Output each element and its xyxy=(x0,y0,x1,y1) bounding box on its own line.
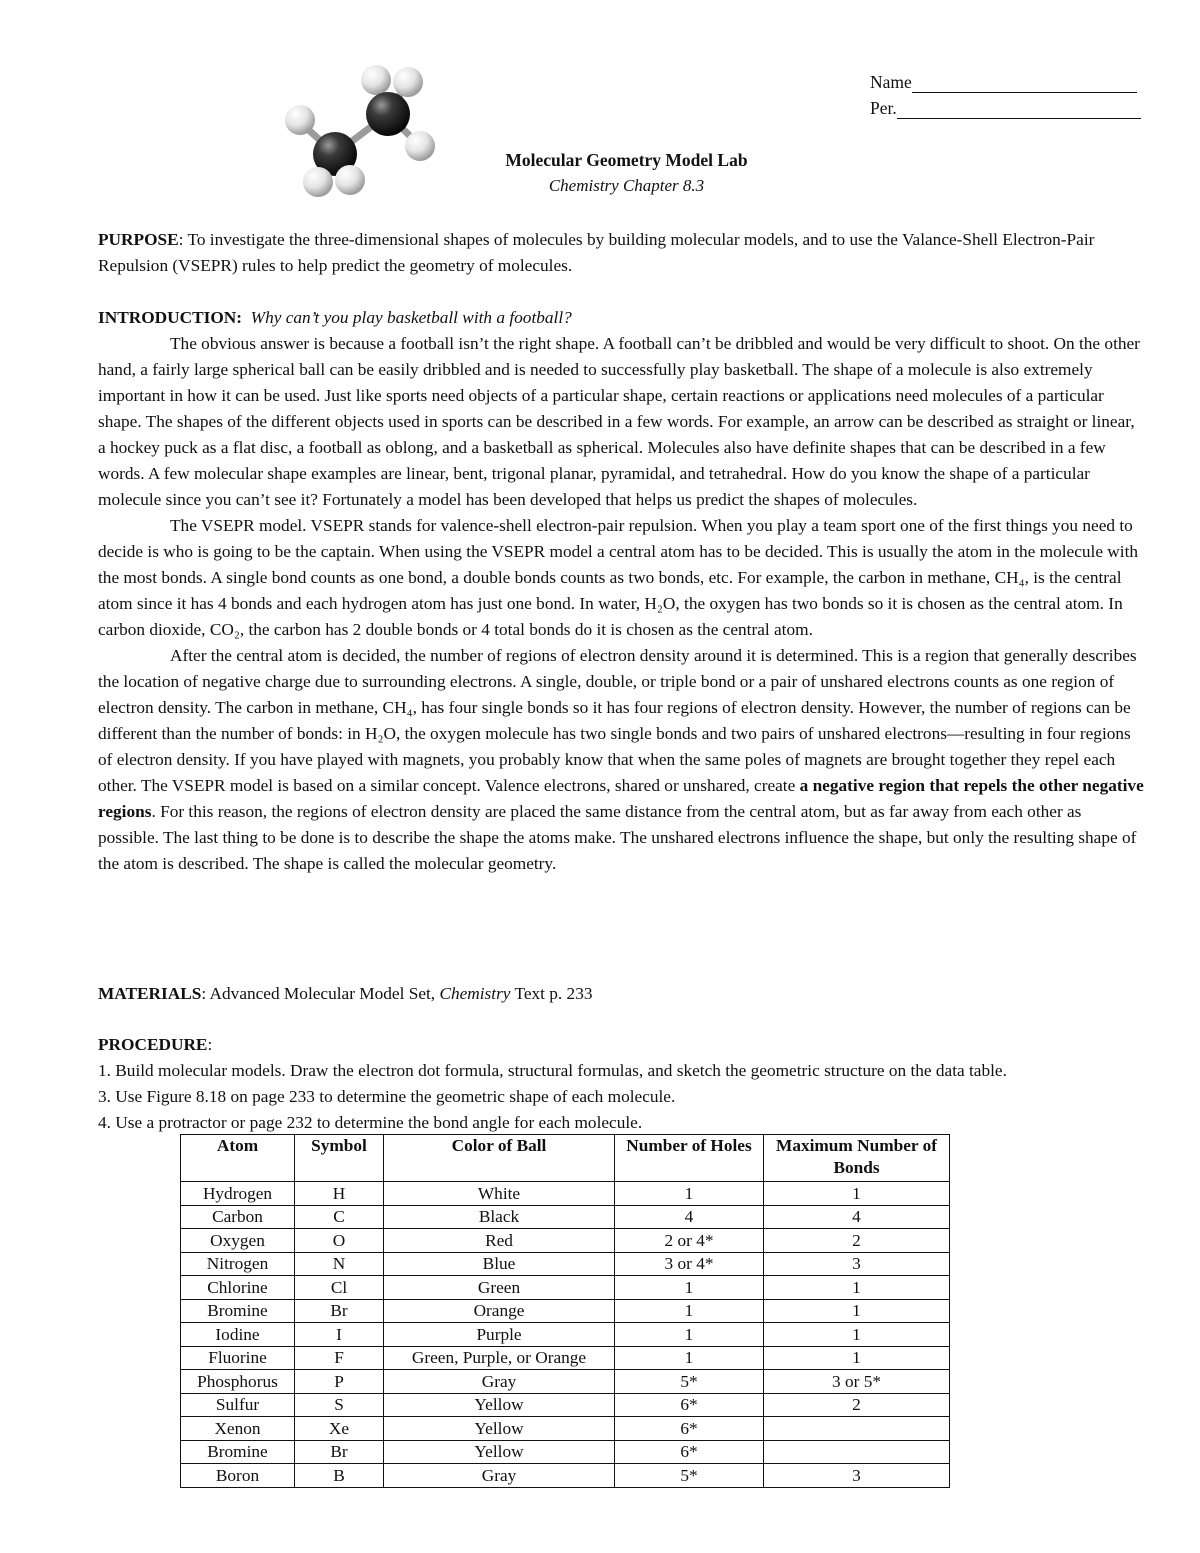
cell-max-bonds: 2 xyxy=(764,1229,950,1253)
cell-symbol: Xe xyxy=(295,1417,384,1441)
period-label: Per. xyxy=(870,98,897,118)
introduction-bold-phrase: a negative region that repels the other negative regions xyxy=(98,776,1144,821)
period-blank-line[interactable] xyxy=(897,102,1141,119)
cell-color: Yellow xyxy=(384,1393,615,1417)
procedure-step: 3. Use Figure 8.18 on page 233 to determine the geometric shape of each molecule. xyxy=(98,1087,676,1106)
name-label: Name xyxy=(870,72,912,92)
cell-holes: 2 or 4* xyxy=(615,1229,764,1253)
cell-holes: 1 xyxy=(615,1299,764,1323)
cell-holes: 5* xyxy=(615,1370,764,1394)
cell-color: Yellow xyxy=(384,1417,615,1441)
cell-holes: 1 xyxy=(615,1323,764,1347)
table-row xyxy=(181,1252,950,1276)
cell-atom: Iodine xyxy=(181,1323,295,1347)
cell-holes: 1 xyxy=(615,1346,764,1370)
atom-model-table xyxy=(180,1134,950,1488)
cell-atom: Xenon xyxy=(181,1417,295,1441)
table-row xyxy=(181,1370,950,1394)
cell-symbol: S xyxy=(295,1393,384,1417)
carbon-atom xyxy=(366,92,410,136)
introduction-heading: INTRODUCTION: xyxy=(98,308,243,327)
cell-atom: Chlorine xyxy=(181,1276,295,1300)
cell-atom: Carbon xyxy=(181,1205,295,1229)
cell-symbol: Br xyxy=(295,1299,384,1323)
cell-max-bonds: 1 xyxy=(764,1299,950,1323)
cell-symbol: I xyxy=(295,1323,384,1347)
cell-atom: Sulfur xyxy=(181,1393,295,1417)
introduction-section xyxy=(98,305,1146,877)
cell-color: Gray xyxy=(384,1370,615,1394)
table-row xyxy=(181,1346,950,1370)
introduction-paragraph-3: After the central atom is decided, the number of regions of electron density around it is determined. This is a region that generally describes the location of negative charge due to surrounding electrons. A single, double, or triple bond or a pair of unshared electrons counts as one region of electron density. The carbon in methane, CH₄, has four single bonds so it has four regions of electron density. However, the number of regions can be different than the number of bonds: in H₂O, the oxygen molecule has two single bonds and two pairs of unshared electrons—resulting in four regions of electron density. If you have played with magnets, you probably know that when the same poles of magnets are brought together they repel each other. The VSEPR model is based on a similar concept. Valence electrons, shared or unshared, create a negative region that repels the other negative regions. For this reason, the regions of electron density are placed the same distance from the central atom, but as far away from each other as possible. The last thing to be done is to describe the shape the atoms make. The unshared electrons influence the shape, but only the resulting shape of the atom is described. The shape is called the molecular geometry. xyxy=(98,646,1144,873)
cell-color: Red xyxy=(384,1229,615,1253)
purpose-text: : To investigate the three-dimensional shapes of molecules by building molecular models, and to use the Valance-Shell Electron-Pair Repulsion (VSEPR) rules to help predict the geometry of molecules. xyxy=(98,230,1095,275)
period-field[interactable] xyxy=(870,98,1141,119)
table-row xyxy=(181,1417,950,1441)
cell-color: Yellow xyxy=(384,1440,615,1464)
procedure-heading: PROCEDURE xyxy=(98,1035,208,1054)
column-header-atom: Atom xyxy=(181,1135,295,1182)
cell-color: Blue xyxy=(384,1252,615,1276)
cell-atom: Bromine xyxy=(181,1440,295,1464)
introduction-paragraph-2: The VSEPR model. VSEPR stands for valence-shell electron-pair repulsion. When you play a team sport one of the first things you need to decide is who is going to be the captain. When using the VSEPR model a central atom has to be decided. This is usually the atom in the molecule with the most bonds. A single bond counts as one bond, a double bonds counts as two bonds, etc. For example, the carbon in methane, CH₄, is the central atom since it has 4 bonds and each hydrogen atom has just one bond. In water, H₂O, the oxygen has two bonds so it is chosen as the central atom. In carbon dioxide, CO₂, the carbon has 2 double bonds or 4 total bonds do it is chosen as the central atom. xyxy=(98,516,1139,639)
cell-max-bonds: 3 or 5* xyxy=(764,1370,950,1394)
cell-symbol: F xyxy=(295,1346,384,1370)
table-row xyxy=(181,1440,950,1464)
cell-symbol: B xyxy=(295,1464,384,1488)
table-row xyxy=(181,1299,950,1323)
table-body xyxy=(181,1182,950,1488)
hydrogen-atom xyxy=(361,65,391,95)
cell-symbol: O xyxy=(295,1229,384,1253)
cell-color: Gray xyxy=(384,1464,615,1488)
table-row xyxy=(181,1393,950,1417)
cell-color: Black xyxy=(384,1205,615,1229)
name-field[interactable] xyxy=(870,72,1137,93)
cell-color: Green, Purple, or Orange xyxy=(384,1346,615,1370)
cell-atom: Nitrogen xyxy=(181,1252,295,1276)
cell-symbol: Cl xyxy=(295,1276,384,1300)
cell-holes: 5* xyxy=(615,1464,764,1488)
cell-max-bonds: 3 xyxy=(764,1252,950,1276)
procedure-step: 4. Use a protractor or page 232 to determine the bond angle for each molecule. xyxy=(98,1113,643,1132)
cell-atom: Hydrogen xyxy=(181,1182,295,1206)
procedure-section: PROCEDURE: 1. Build molecular models. Draw the electron dot formula, structural formulas, and sketch the geometric structure on the data table. 3. Use Figure 8.18 on page 233 to determine the geometric shape of each molecule. 4. Use a protractor or page 232 to determine the bond angle for each molecule. xyxy=(98,1032,1146,1136)
column-header-color: Color of Ball xyxy=(384,1135,615,1182)
cell-holes: 1 xyxy=(615,1276,764,1300)
table-header-row xyxy=(181,1135,950,1182)
cell-symbol: C xyxy=(295,1205,384,1229)
cell-color: Green xyxy=(384,1276,615,1300)
cell-max-bonds: 1 xyxy=(764,1323,950,1347)
table-row xyxy=(181,1464,950,1488)
cell-color: White xyxy=(384,1182,615,1206)
table-row xyxy=(181,1276,950,1300)
table-row xyxy=(181,1229,950,1253)
cell-symbol: Br xyxy=(295,1440,384,1464)
cell-atom: Boron xyxy=(181,1464,295,1488)
cell-color: Orange xyxy=(384,1299,615,1323)
table-row xyxy=(181,1323,950,1347)
name-blank-line[interactable] xyxy=(912,76,1137,93)
hydrogen-atom xyxy=(285,105,315,135)
page-title: Molecular Geometry Model Lab xyxy=(505,150,748,170)
cell-holes: 1 xyxy=(615,1182,764,1206)
cell-symbol: N xyxy=(295,1252,384,1276)
cell-holes: 6* xyxy=(615,1393,764,1417)
procedure-step: 1. Build molecular models. Draw the electron dot formula, structural formulas, and sketch the geometric structure on the data table. xyxy=(98,1061,1007,1080)
cell-symbol: H xyxy=(295,1182,384,1206)
cell-color: Purple xyxy=(384,1323,615,1347)
cell-max-bonds: 2 xyxy=(764,1393,950,1417)
cell-atom: Oxygen xyxy=(181,1229,295,1253)
cell-max-bonds: 1 xyxy=(764,1346,950,1370)
cell-holes: 6* xyxy=(615,1440,764,1464)
purpose-heading: PURPOSE xyxy=(98,230,179,249)
cell-atom: Bromine xyxy=(181,1299,295,1323)
hydrogen-atom xyxy=(393,67,423,97)
cell-holes: 4 xyxy=(615,1205,764,1229)
column-header-holes: Number of Holes xyxy=(615,1135,764,1182)
cell-symbol: P xyxy=(295,1370,384,1394)
cell-atom: Phosphorus xyxy=(181,1370,295,1394)
cell-max-bonds: 1 xyxy=(764,1276,950,1300)
introduction-question: Why can’t you play basketball with a football? xyxy=(250,308,572,327)
cell-max-bonds xyxy=(764,1440,950,1464)
materials-heading: MATERIALS xyxy=(98,984,202,1003)
table-row xyxy=(181,1205,950,1229)
column-header-max-bonds: Maximum Number of Bonds xyxy=(764,1135,950,1182)
page-subtitle: Chemistry Chapter 8.3 xyxy=(548,176,705,195)
cell-max-bonds: 1 xyxy=(764,1182,950,1206)
cell-max-bonds: 4 xyxy=(764,1205,950,1229)
materials-section: MATERIALS: Advanced Molecular Model Set, Chemistry Text p. 233 xyxy=(98,984,593,1003)
table-row xyxy=(181,1182,950,1206)
cell-holes: 6* xyxy=(615,1417,764,1441)
cell-holes: 3 or 4* xyxy=(615,1252,764,1276)
introduction-paragraph-1: The obvious answer is because a football isn’t the right shape. A football can’t be dribbled and would be very difficult to shoot. On the other hand, a fairly large spherical ball can be easily dribbled and is needed to successfully play basketball. The shape of a molecule is also extremely important in how it can be used. Just like sports need objects of a particular shape, certain reactions or applications need molecules of a particular shape. The shapes of the different objects used in sports can be described in a few words. For example, an arrow can be described as straight or linear, a hockey puck as a flat disc, a football as oblong, and a basketball as spherical. Molecules also have definite shapes that can be described in a few words. A few molecular shape examples are linear, bent, trigonal planar, pyramidal, and tetrahedral. How do you know the shape of a particular molecule since you can’t see it? Fortunately a model has been developed that helps us predict the shapes of molecules. xyxy=(98,334,1140,509)
column-header-symbol: Symbol xyxy=(295,1135,384,1182)
cell-max-bonds xyxy=(764,1417,950,1441)
cell-max-bonds: 3 xyxy=(764,1464,950,1488)
purpose-section xyxy=(98,227,1146,279)
cell-atom: Fluorine xyxy=(181,1346,295,1370)
